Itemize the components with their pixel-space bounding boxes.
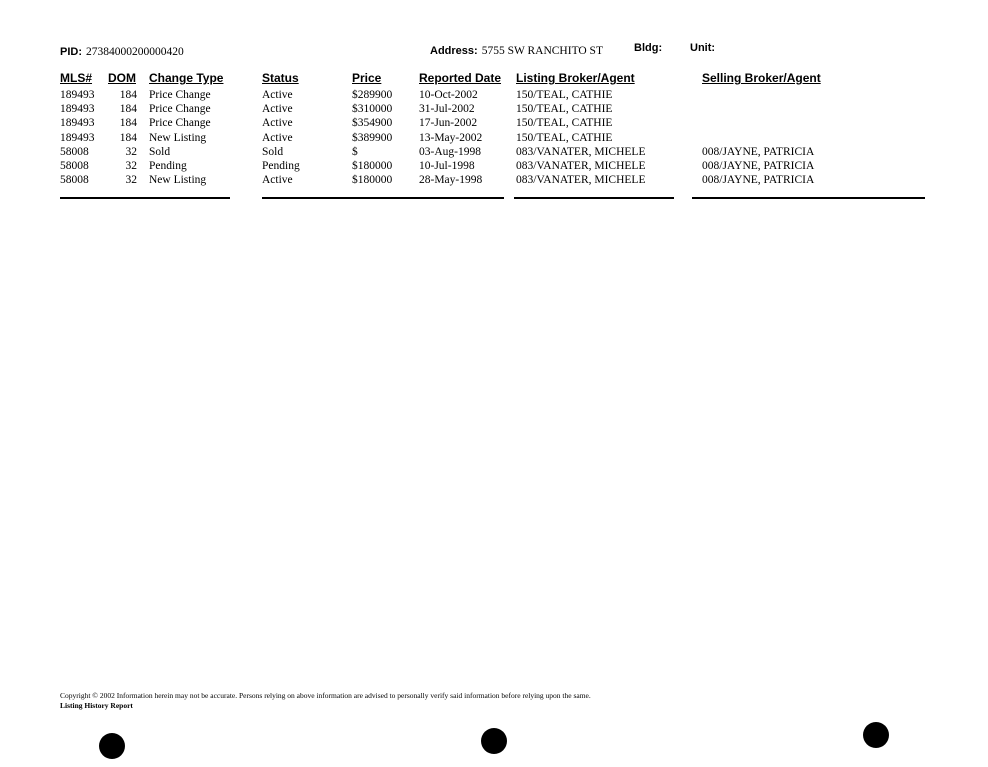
cell-change-type: Pending bbox=[149, 160, 187, 172]
cell-status: Pending bbox=[262, 160, 300, 172]
cell-listing-broker-agent: 083/VANATER, MICHELE bbox=[516, 145, 646, 158]
pid-field bbox=[60, 42, 184, 60]
bldg-label: Bldg: bbox=[634, 42, 663, 54]
punch-hole-center bbox=[481, 728, 507, 754]
punch-hole-right bbox=[863, 722, 889, 748]
table-rule-1 bbox=[60, 197, 230, 199]
cell-selling-broker-agent: 008/JAYNE, PATRICIA bbox=[702, 160, 815, 172]
cell-change-type: New Listing bbox=[149, 174, 207, 187]
cell-reported-date: 28-May-1998 bbox=[419, 174, 483, 187]
cell-status: Active bbox=[262, 117, 293, 130]
cell-dom: 184 bbox=[119, 103, 137, 116]
column-header-status: Status bbox=[262, 71, 299, 85]
cell-dom: 184 bbox=[119, 117, 137, 130]
table-rule-3 bbox=[514, 197, 674, 199]
cell-dom: 32 bbox=[125, 145, 137, 158]
cell-mls-number: 189493 bbox=[60, 131, 95, 144]
cell-reported-date: 13-May-2002 bbox=[419, 131, 483, 144]
cell-listing-broker-agent: 083/VANATER, MICHELE bbox=[516, 174, 646, 187]
cell-listing-broker-agent: 150/TEAL, CATHIE bbox=[516, 103, 613, 116]
cell-price: $389900 bbox=[352, 131, 393, 144]
cell-listing-broker-agent: 150/TEAL, CATHIE bbox=[516, 117, 613, 130]
cell-price: $180000 bbox=[352, 160, 393, 172]
cell-price: $310000 bbox=[352, 103, 393, 116]
cell-reported-date: 31-Jul-2002 bbox=[419, 103, 475, 116]
cell-price: $354900 bbox=[352, 117, 393, 130]
cell-status: Active bbox=[262, 174, 293, 187]
cell-mls-number: 189493 bbox=[60, 89, 95, 101]
cell-dom: 32 bbox=[125, 174, 137, 187]
table-rule-4 bbox=[692, 197, 925, 199]
cell-change-type: Sold bbox=[149, 145, 171, 158]
report-name: Listing History Report bbox=[60, 701, 133, 710]
cell-status: Active bbox=[262, 89, 293, 101]
table-rule-2 bbox=[262, 197, 504, 199]
cell-listing-broker-agent: 083/VANATER, MICHELE bbox=[516, 160, 646, 172]
cell-change-type: New Listing bbox=[149, 131, 207, 144]
pid-label: PID: bbox=[60, 46, 82, 58]
pid-value: 27384000200000420 bbox=[86, 46, 184, 58]
address-value: 5755 SW RANCHITO ST bbox=[481, 45, 603, 57]
cell-price: $289900 bbox=[352, 89, 393, 101]
column-header-change-type: Change Type bbox=[149, 71, 224, 85]
unit-label: Unit: bbox=[690, 42, 716, 54]
cell-reported-date: 17-Jun-2002 bbox=[419, 117, 478, 130]
cell-change-type: Price Change bbox=[149, 117, 211, 130]
cell-selling-broker-agent: 008/JAYNE, PATRICIA bbox=[702, 174, 815, 187]
column-header-reported-date: Reported Date bbox=[419, 71, 502, 85]
cell-status: Sold bbox=[262, 145, 284, 158]
cell-mls-number: 58008 bbox=[60, 174, 89, 187]
punch-hole-left bbox=[99, 733, 125, 759]
cell-listing-broker-agent: 150/TEAL, CATHIE bbox=[516, 89, 613, 101]
column-header-selling-broker-agent: Selling Broker/Agent bbox=[702, 71, 821, 85]
cell-reported-date: 10-Oct-2002 bbox=[419, 89, 478, 101]
cell-change-type: Price Change bbox=[149, 103, 211, 116]
cell-listing-broker-agent: 150/TEAL, CATHIE bbox=[516, 131, 613, 144]
cell-reported-date: 10-Jul-1998 bbox=[419, 160, 475, 172]
column-header-mls-number: MLS# bbox=[60, 71, 93, 85]
cell-price: $ bbox=[352, 145, 358, 158]
cell-mls-number: 58008 bbox=[60, 160, 89, 172]
cell-mls-number: 189493 bbox=[60, 103, 95, 116]
cell-status: Active bbox=[262, 131, 293, 144]
cell-status: Active bbox=[262, 103, 293, 116]
column-header-dom: DOM bbox=[108, 71, 136, 85]
address-label: Address: bbox=[430, 45, 478, 57]
column-header-price: Price bbox=[352, 71, 382, 85]
cell-reported-date: 03-Aug-1998 bbox=[419, 145, 481, 158]
cell-dom: 184 bbox=[119, 89, 137, 101]
copyright-notice: Copyright © 2002 Information herein may not be accurate. Persons relying on above information are advised to personally verify said information before relying upon the same. bbox=[60, 691, 591, 700]
cell-dom: 32 bbox=[125, 160, 137, 172]
cell-mls-number: 189493 bbox=[60, 117, 95, 130]
column-header-listing-broker-agent: Listing Broker/Agent bbox=[516, 71, 635, 85]
cell-price: $180000 bbox=[352, 174, 393, 187]
cell-dom: 184 bbox=[119, 131, 137, 144]
cell-selling-broker-agent: 008/JAYNE, PATRICIA bbox=[702, 145, 815, 158]
address-field bbox=[430, 41, 603, 59]
cell-change-type: Price Change bbox=[149, 89, 211, 101]
cell-mls-number: 58008 bbox=[60, 145, 89, 158]
